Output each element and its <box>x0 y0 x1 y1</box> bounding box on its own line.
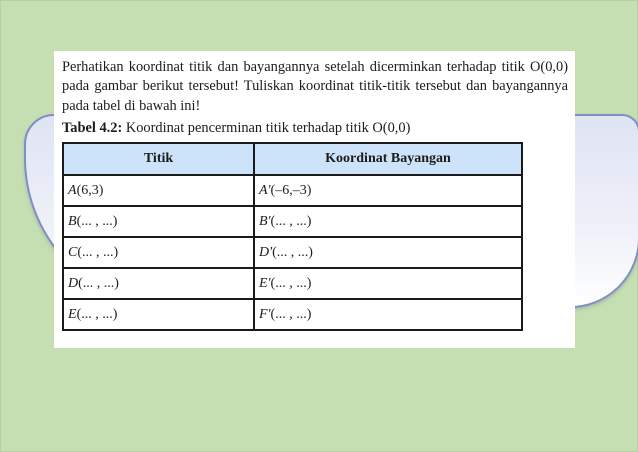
image-cell <box>254 268 522 299</box>
point-letter: A <box>68 182 77 198</box>
point-cell <box>63 237 254 268</box>
point-coords: (... , ...) <box>78 275 119 291</box>
point-cell <box>63 206 254 237</box>
intro-paragraph: Perhatikan koordinat titik dan bayangannya setelah dicerminkan terhadap titik O(0,0) pada gambar berikut tersebut! Tuliskan koordinat titik-titik tersebut dan bayangannya pada tabel di bawah ini! <box>62 59 568 114</box>
point-letter: C <box>68 244 78 260</box>
table-row <box>63 299 522 330</box>
image-letter: A' <box>259 182 271 198</box>
image-cell <box>254 299 522 330</box>
table-header-row <box>63 143 522 175</box>
image-letter: F' <box>259 306 271 322</box>
header-koordinat-bayangan: Koordinat Bayangan <box>254 143 522 175</box>
table-caption-label: Tabel 4.2: <box>62 120 123 137</box>
point-cell <box>63 175 254 206</box>
table-row <box>63 206 522 237</box>
point-coords: (... , ...) <box>76 213 118 229</box>
point-coords: (... , ...) <box>77 244 119 260</box>
content-panel <box>54 51 575 348</box>
point-coords: (... , ...) <box>76 306 118 322</box>
image-coords: (... , ...) <box>272 244 313 260</box>
point-coords: (6,3) <box>76 182 104 198</box>
table-caption <box>62 119 569 138</box>
image-coords: (... , ...) <box>270 306 312 322</box>
point-cell <box>63 268 254 299</box>
point-letter: E <box>68 306 77 322</box>
image-letter: D' <box>259 244 273 260</box>
point-letter: B <box>68 213 77 229</box>
image-coords: (–6,–3) <box>270 182 312 198</box>
coordinate-table <box>62 142 523 331</box>
table-row <box>63 268 522 299</box>
image-cell <box>254 206 522 237</box>
image-letter: E' <box>259 275 271 291</box>
point-cell <box>63 299 254 330</box>
header-titik: Titik <box>63 143 254 175</box>
point-letter: D <box>68 275 79 291</box>
table-caption-text: Koordinat pencerminan titik terhadap titik O(0,0) <box>122 120 411 137</box>
image-letter: B' <box>259 213 271 229</box>
table-row <box>63 175 522 206</box>
image-cell <box>254 237 522 268</box>
image-coords: (... , ...) <box>270 213 312 229</box>
table-row <box>63 237 522 268</box>
image-cell <box>254 175 522 206</box>
image-coords: (... , ...) <box>270 275 312 291</box>
